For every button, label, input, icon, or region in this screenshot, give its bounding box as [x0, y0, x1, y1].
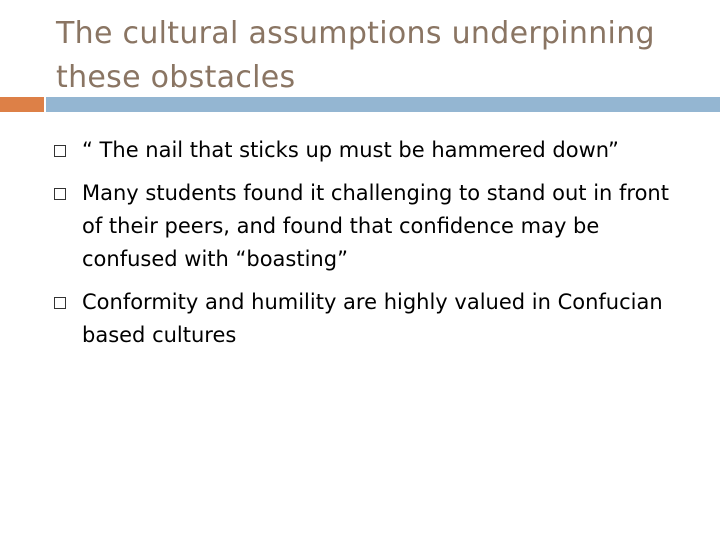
bullet-item — [52, 134, 692, 167]
square-bullet-icon — [54, 188, 66, 200]
bullet-text: Conformity and humility are highly valued in Confucian based cultures — [82, 290, 663, 347]
bullet-text: “ The nail that sticks up must be hammered down” — [82, 138, 619, 162]
slide-title: The cultural assumptions underpinning these obstacles — [56, 16, 655, 95]
title-accent-bar — [0, 97, 44, 112]
bullet-list — [52, 134, 692, 362]
square-bullet-icon — [54, 297, 66, 309]
bullet-item — [52, 177, 692, 276]
bullet-text: Many students found it challenging to stand out in front of their peers, and found that confidence may be confused with “boasting” — [82, 181, 669, 271]
bullet-item — [52, 286, 692, 352]
title-rule-bar — [44, 97, 720, 112]
square-bullet-icon — [54, 145, 66, 157]
